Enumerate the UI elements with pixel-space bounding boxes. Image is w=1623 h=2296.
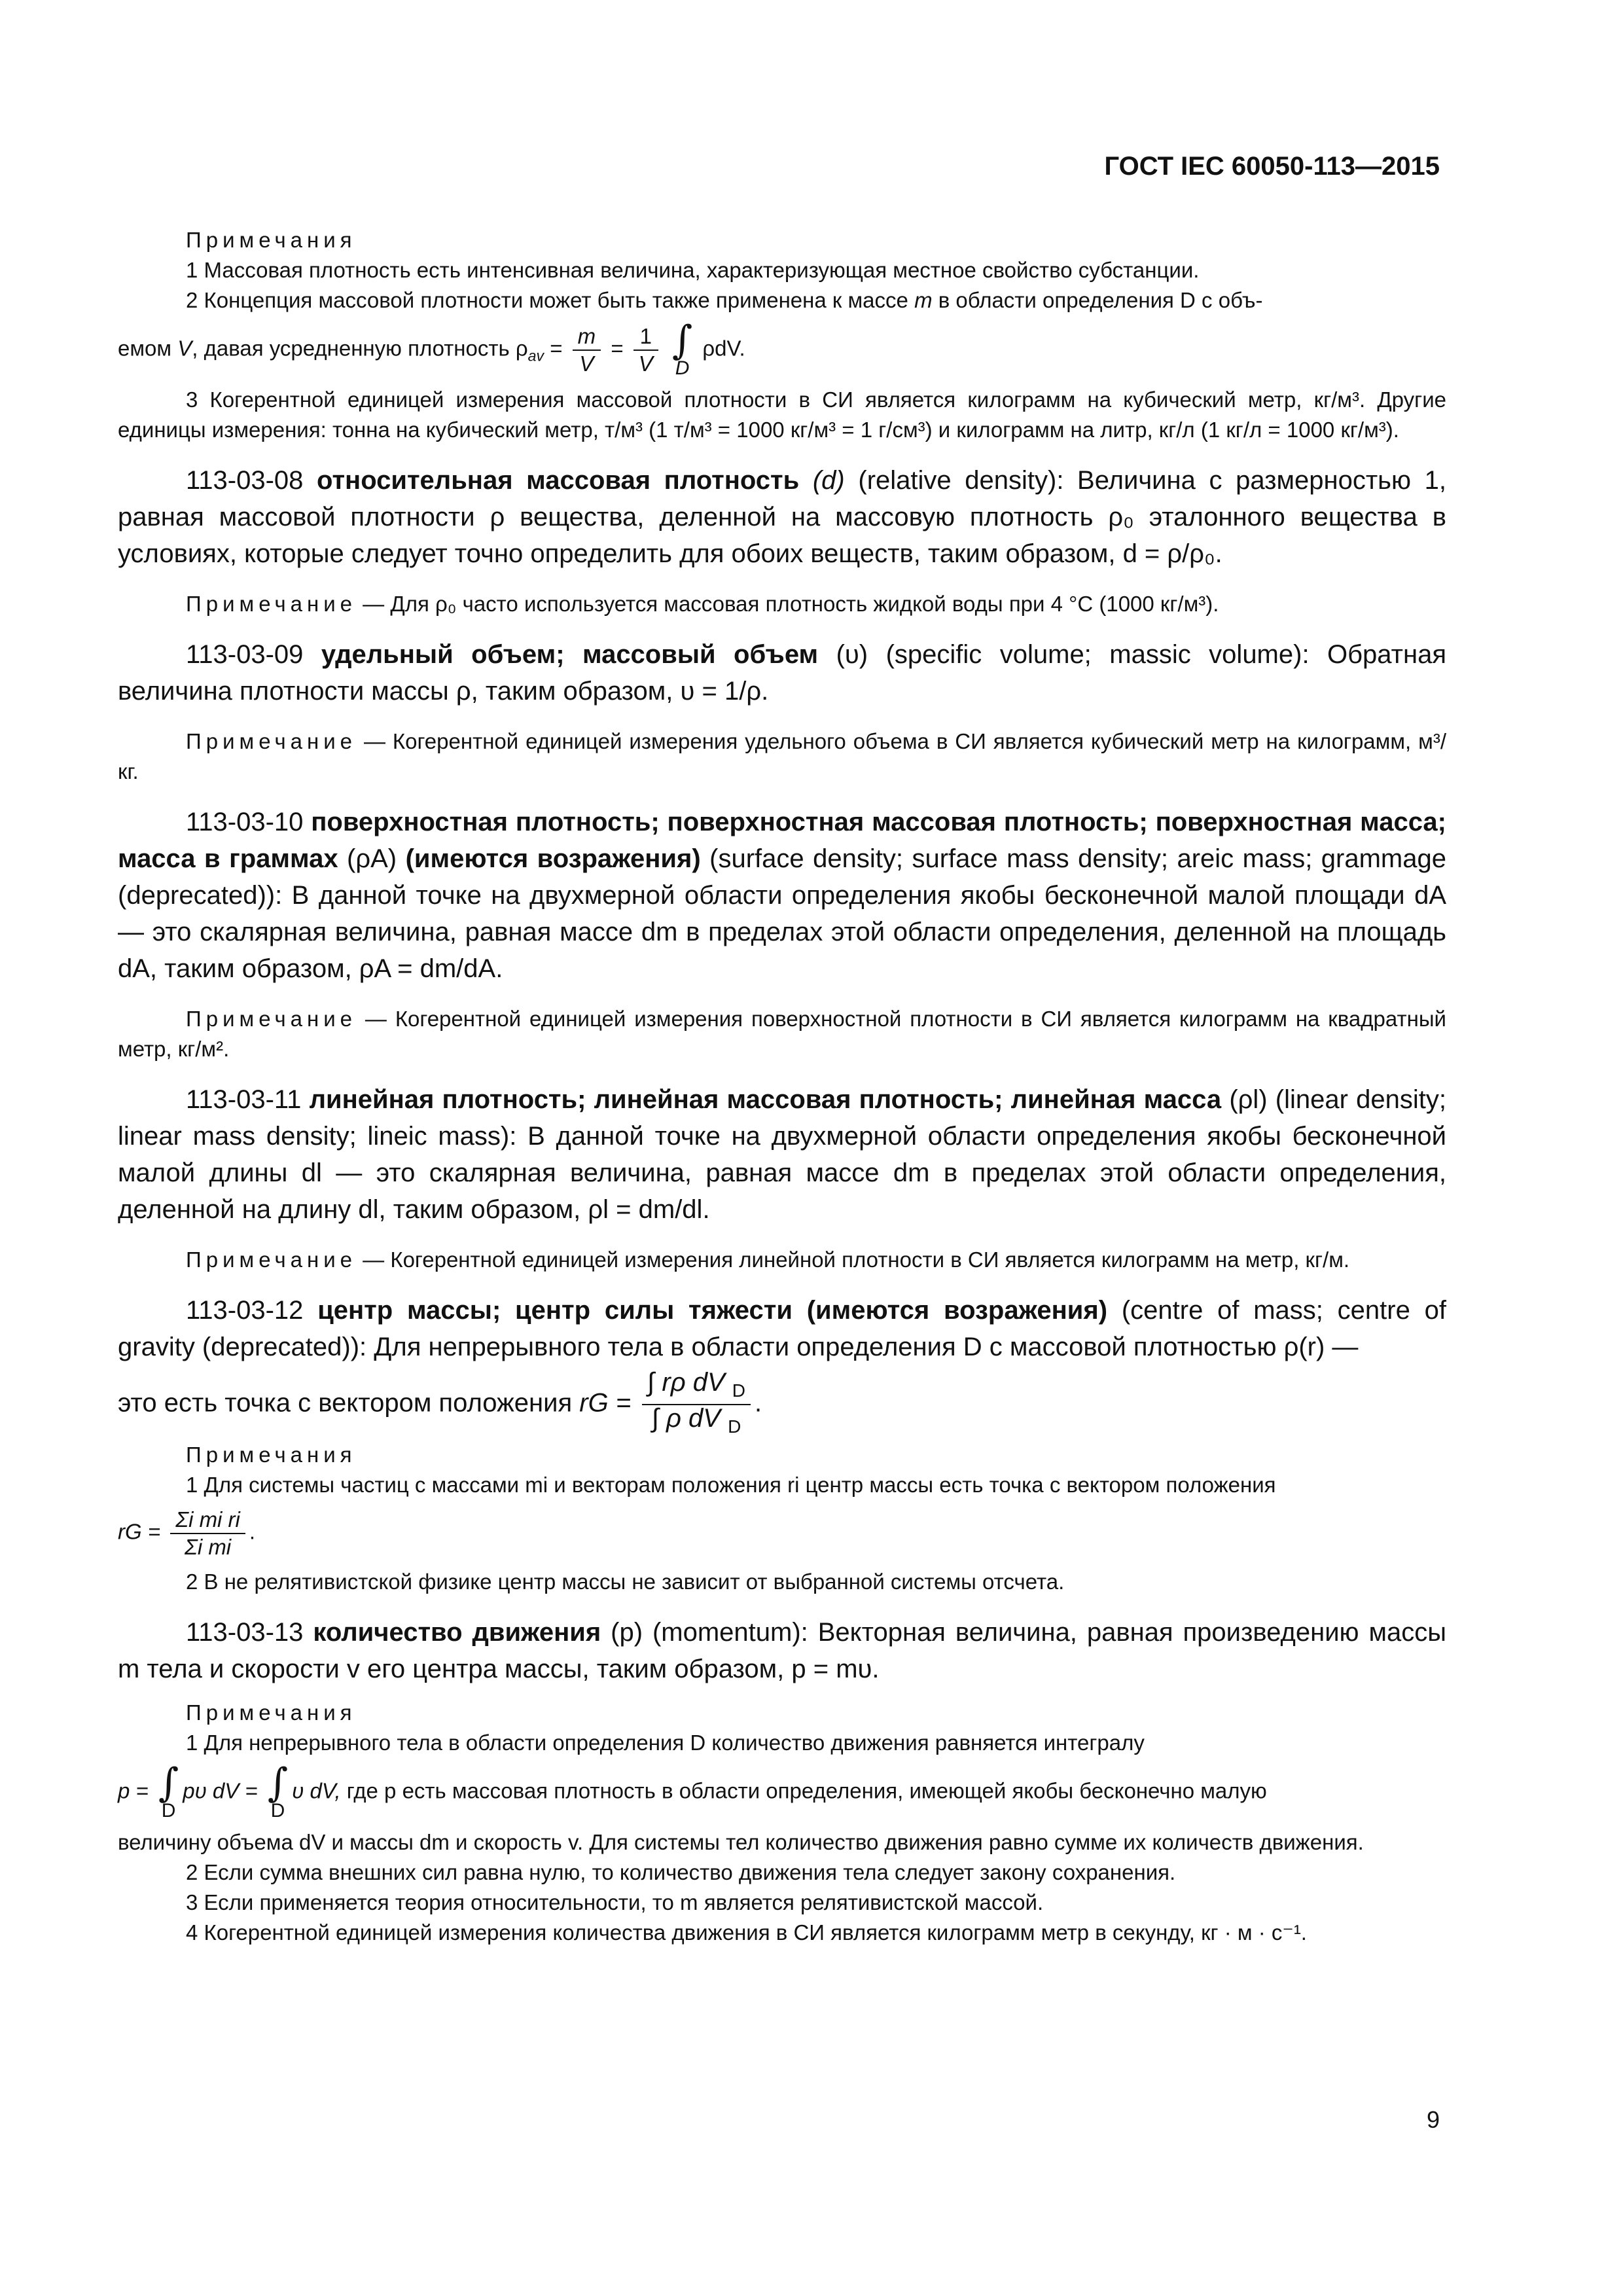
term-113-03-12-note-1: 1 Для системы частиц с массами mi и векторам положения ri центр массы есть точка с вектором положения (186, 1473, 1276, 1497)
term-113-03-08: 113-03-08 относительная массовая плотность (d) (relative density): Величина с размерностью 1, равная массовой плотности ρ вещества, деленной на массовую плотность ρ₀ эталонного вещества в условиях, которые следует точно определить для обоих веществ, таким образом, d = ρ/ρ₀. (118, 466, 1446, 568)
term-113-03-11: 113-03-11 линейная плотность; линейная массовая плотность; линейная масса (ρl) (linear density; linear mass density; lineic mass): В данной точке на двухмерной области определения якобы бесконечной малой длины dl — это скалярная величина, равная массе dm в пределах этой области определения, деленной на длину dl, таким образом, ρl = dm/dl. (118, 1085, 1446, 1224)
integral-sign: ∫ D (158, 1760, 179, 1821)
momentum-formula: p = ∫ D pυ dV = ∫ D υ dV, где р есть массовая плотность в области определения, имеющей якобы бесконечно малую (118, 1760, 1267, 1821)
note-2-formula: емом V, давая усредненную плотность $\rho_{av}$ = $\frac{m}{V}$ = $\frac{1}{V}$ ∫ D ρdV. (118, 317, 745, 379)
fraction: $\frac{m}{V}$ (573, 323, 601, 377)
fraction: $\frac{1}{V}$ (633, 323, 658, 377)
term-113-03-09: 113-03-09 удельный объем; массовый объем (υ) (specific volume; massic volume): Обратная величина плотности массы ρ, таким образом, υ = 1/ρ. (118, 640, 1446, 706)
term-113-03-12-note-2: 2 В не релятивистской физике центр массы не зависит от выбранной системы отсчета. (186, 1570, 1065, 1594)
term-113-03-09-note: Примечание — Когерентной единицей измерения удельного объема в СИ является кубический метр на килограмм, м³/кг. (118, 729, 1446, 783)
term-113-03-10: 113-03-10 поверхностная плотность; поверхностная массовая плотность; поверхностная масса; масса в граммах (ρA) (имеются возражения) (surface density; surface mass density; areic mass; grammage (deprecated)): В данной точке на двухмерной области определения якобы бесконечной малой площади dA — это скалярная величина, равная массе dm в пределах этой области определения, деленной на площадь dA, таким образом, ρA = dm/dA. (118, 808, 1446, 983)
note-3: 3 Когерентной единицей измерения массовой плотности в СИ является килограмм на кубический метр, кг/м³. Другие единицы измерения: тонна на кубический метр, т/м³ (1 т/м³ = 1000 кг/м³ = 1 г/см³) и килограмм на литр, кг/л (1 кг/л = 1000 кг/м³). (118, 387, 1446, 442)
term-113-03-13-note-1-cont: величину объема dV и массы dm и скорость v. Для системы тел количество движения равно сумме их количеств движения. (118, 1830, 1364, 1854)
centre-of-mass-formula: это есть точка с вектором положения rG = $\frac{\int r\rho dV _D}{\int \rho dV _D}$ . (118, 1369, 1446, 1440)
fraction: $\frac{\int r\rho dV _D}{\int \rho dV _D}$ (642, 1369, 751, 1440)
note-1: 1 Массовая плотность есть интенсивная величина, характеризующая местное свойство субстанции. (186, 258, 1200, 282)
term-113-03-13: 113-03-13 количество движения (p) (momentum): Векторная величина, равная произведению массы m тела и скорости v его центра массы, таким образом, p = mυ. (118, 1618, 1446, 1683)
term-113-03-13-note-2: 2 Если сумма внешних сил равна нулю, то количество движения тела следует закону сохранения. (186, 1860, 1176, 1884)
page-number: 9 (1426, 2106, 1440, 2133)
term-113-03-13-note-4: 4 Когерентной единицей измерения количества движения в СИ является килограмм метр в секунду, кг · м · с⁻¹. (186, 1920, 1307, 1945)
notes-heading: Примечания (186, 1443, 357, 1467)
term-113-03-08-note: Примечание — Для ρ₀ часто используется массовая плотность жидкой воды при 4 °С (1000 кг/м³). (186, 592, 1219, 616)
term-113-03-13-note-1: 1 Для непрерывного тела в области определения D количество движения равняется интегралу (186, 1731, 1145, 1755)
term-113-03-13-note-3: 3 Если применяется теория относительности, то m является релятивистской массой. (186, 1890, 1044, 1914)
notes-heading: Примечания (186, 228, 357, 252)
term-113-03-10-note: Примечание — Когерентной единицей измерения поверхностной плотности в СИ является килограмм на квадратный метр, кг/м². (118, 1007, 1446, 1061)
term-113-03-12-note-1-formula: rG = $\frac{\text{Σi mi ri}}{\text{Σi mi}}$ . (118, 1507, 256, 1559)
term-113-03-11-note: Примечание — Когерентной единицей измерения линейной плотности в СИ является килограмм на метр, кг/м. (186, 1247, 1350, 1272)
integral-sign: ∫ D (267, 1760, 289, 1821)
integral-sign: ∫ D (671, 317, 693, 379)
page-content (118, 225, 1446, 1948)
document-header: ГОСТ IEC 60050-113—2015 (1104, 152, 1440, 181)
notes-heading: Примечания (186, 1700, 357, 1725)
fraction: $\frac{\text{Σi mi ri}}{\text{Σi mi}}$ (170, 1507, 245, 1560)
note-2: 2 Концепция массовой плотности может быть также применена к массе m в области определения D с объ- (186, 288, 1263, 312)
term-113-03-12: 113-03-12 центр массы; центр силы тяжести (имеются возражения) (centre of mass; centre of gravity (deprecated)): Для непрерывного тела в области определения D с массовой плотностью ρ(r) — (118, 1296, 1446, 1361)
